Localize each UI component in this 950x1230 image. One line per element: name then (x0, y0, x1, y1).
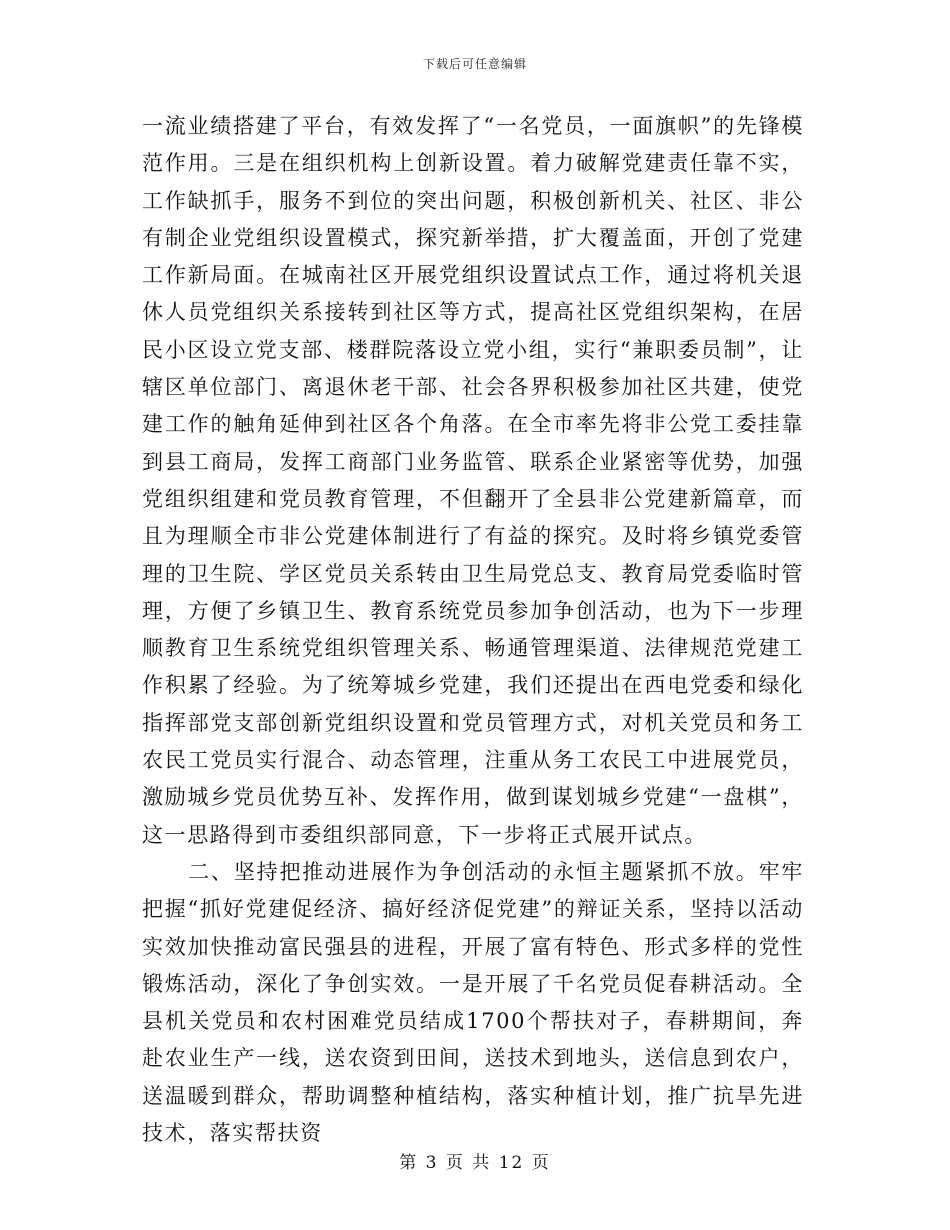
paragraph-section-two: 二、坚持把推动进展作为争创活动的永恒主题紧抓不放。牢牢把握“抓好党建促经济、搞好经济促党建”的辩证关系，坚持以活动实效加快推动富民强县的进程，开展了富有特色、形式多样的党性锻炼活动，深化了争创实效。一是开展了千名党员促春耕活动。全县机关党员和农村困难党员结成1700个帮扶对子，春耕期间，奔赴农业生产一线，送农资到田间，送技术到地头，送信息到农户，送温暖到群众，帮助调整种植结构，落实种植计划，推广抗旱先进技术，落实帮扶资 (142, 859, 804, 1146)
body-text (142, 108, 804, 1152)
paragraph-continued: 一流业绩搭建了平台，有效发挥了“一名党员，一面旗帜”的先锋模范作用。三是在组织机构上创新设置。着力破解党建责任靠不实，工作缺抓手，服务不到位的突出问题，积极创新机关、社区、非公有制企业党组织设置模式，探究新举措，扩大覆盖面，开创了党建工作新局面。在城南社区开展党组织设置试点工作，通过将机关退休人员党组织关系接转到社区等方式，提高社区党组织架构，在居民小区设立党支部、楼群院落设立党小组，实行“兼职委员制”，让辖区单位部门、离退休老干部、社会各界积极参加社区共建，使党建工作的触角延伸到社区各个角落。在全市率先将非公党工委挂靠到县工商局，发挥工商部门业务监管、联系企业紧密等优势，加强党组织组建和党员教育管理，不但翻开了全县非公党建新篇章，而且为理顺全市非公党建体制进行了有益的探究。及时将乡镇党委管理的卫生院、学区党员关系转由卫生局党总支、教育局党委临时管理，方便了乡镇卫生、教育系统党员参加争创活动，也为下一步理顺教育卫生系统党组织管理关系、畅通管理渠道、法律规范党建工作积累了经验。为了统筹城乡党建，我们还提出在西电党委和绿化指挥部党支部创新党组织设置和党员管理方式，对机关党员和务工农民工党员实行混合、动态管理，注重从务工农民工中进展党员，激励城乡党员优势互补、发挥作用，做到谋划城乡党建“一盘棋”，这一思路得到市委组织部同意，下一步将正式展开试点。 (142, 114, 804, 847)
header-note: 下载后可任意编辑 (422, 57, 527, 71)
page-number: 第 3 页 共 12 页 (399, 1153, 551, 1173)
